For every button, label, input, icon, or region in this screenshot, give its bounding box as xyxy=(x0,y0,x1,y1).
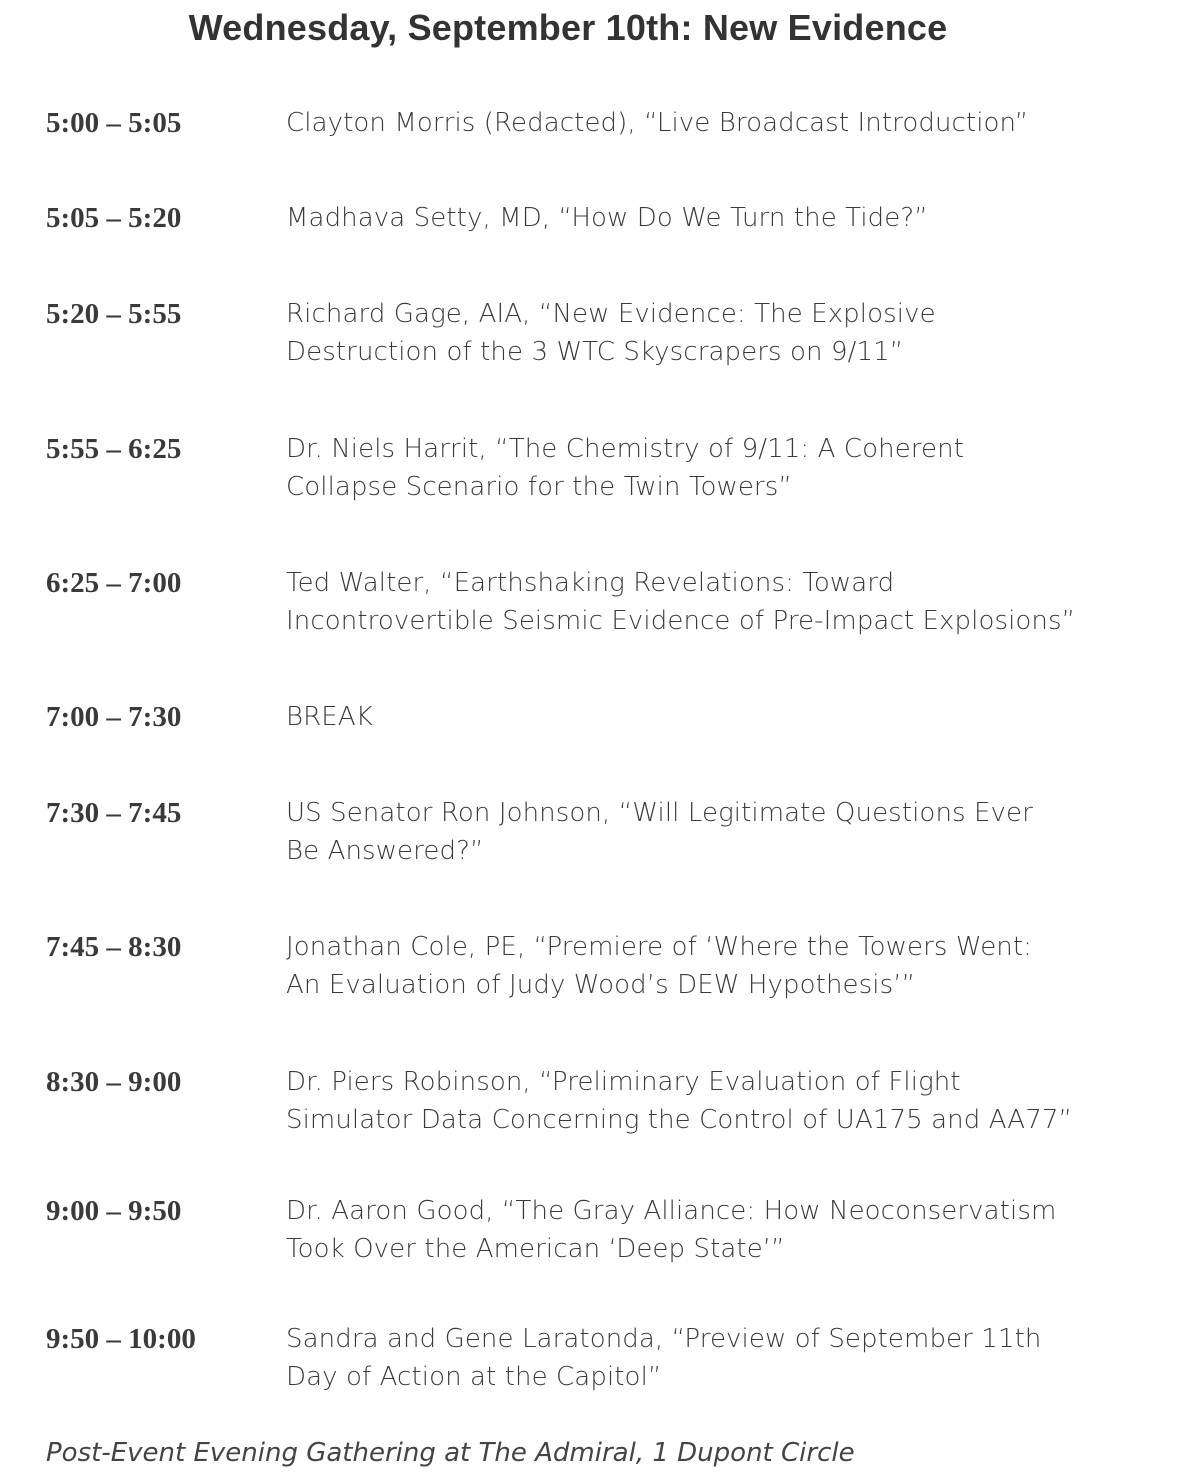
session-description-line: Ted Walter, “Earthshaking Revelations: Toward xyxy=(286,568,895,598)
session-description-line: Collapse Scenario for the Twin Towers” xyxy=(286,472,792,502)
session-time: 5:55 – 6:25 xyxy=(46,433,182,465)
session-time: 5:20 – 5:55 xyxy=(46,298,182,330)
session-description-line: BREAK xyxy=(286,702,373,732)
session-time: 6:25 – 7:00 xyxy=(46,567,182,599)
session-description xyxy=(286,430,1166,506)
session-description xyxy=(286,698,1166,736)
session-description-line: Dr. Niels Harrit, “The Chemistry of 9/11: A Coherent xyxy=(286,434,965,464)
session-description-line: Richard Gage, AIA, “New Evidence: The Explosive xyxy=(286,299,936,329)
session-time: 9:00 – 9:50 xyxy=(46,1195,182,1227)
session-time: 8:30 – 9:00 xyxy=(46,1066,182,1098)
session-time: 5:05 – 5:20 xyxy=(46,202,182,234)
session-description-line: Took Over the American ‘Deep State’” xyxy=(286,1234,785,1264)
session-description-line: US Senator Ron Johnson, “Will Legitimate Questions Ever xyxy=(286,798,1033,828)
session-time: 7:00 – 7:30 xyxy=(46,701,182,733)
session-description xyxy=(286,1192,1166,1268)
session-description-line: Incontrovertible Seismic Evidence of Pre-Impact Explosions” xyxy=(286,606,1076,636)
session-time: 5:00 – 5:05 xyxy=(46,107,182,139)
session-description-line: Day of Action at the Capitol” xyxy=(286,1362,662,1392)
session-description xyxy=(286,295,1166,371)
session-description xyxy=(286,199,1166,237)
session-description-line: Madhava Setty, MD, “How Do We Turn the Tide?” xyxy=(286,203,928,233)
session-description-line: Clayton Morris (Redacted), “Live Broadcast Introduction” xyxy=(286,108,1029,138)
session-description xyxy=(286,928,1166,1004)
session-description xyxy=(286,564,1166,640)
session-description-line: Dr. Piers Robinson, “Preliminary Evaluation of Flight xyxy=(286,1067,961,1097)
session-description-line: Jonathan Cole, PE, “Premiere of ‘Where the Towers Went: xyxy=(286,932,1033,962)
session-description xyxy=(286,1320,1166,1396)
session-description xyxy=(286,104,1166,142)
session-time: 7:45 – 8:30 xyxy=(46,931,182,963)
session-description-line: Simulator Data Concerning the Control of UA175 and AA77” xyxy=(286,1105,1073,1135)
page-title: Wednesday, September 10th: New Evidence xyxy=(188,7,948,48)
session-description-line: An Evaluation of Judy Wood’s DEW Hypothesis’” xyxy=(286,970,916,1000)
session-time: 9:50 – 10:00 xyxy=(46,1323,196,1355)
session-description-line: Dr. Aaron Good, “The Gray Alliance: How Neoconservatism xyxy=(286,1196,1057,1226)
session-description-line: Sandra and Gene Laratonda, “Preview of September 11th xyxy=(286,1324,1042,1354)
session-time: 7:30 – 7:45 xyxy=(46,797,182,829)
session-description-line: Destruction of the 3 WTC Skyscrapers on 9/11” xyxy=(286,337,904,367)
session-description-line: Be Answered?” xyxy=(286,836,484,866)
session-description xyxy=(286,1063,1166,1139)
post-event-note: Post-Event Evening Gathering at The Admiral, 1 Dupont Circle xyxy=(46,1438,855,1468)
session-description xyxy=(286,794,1166,870)
